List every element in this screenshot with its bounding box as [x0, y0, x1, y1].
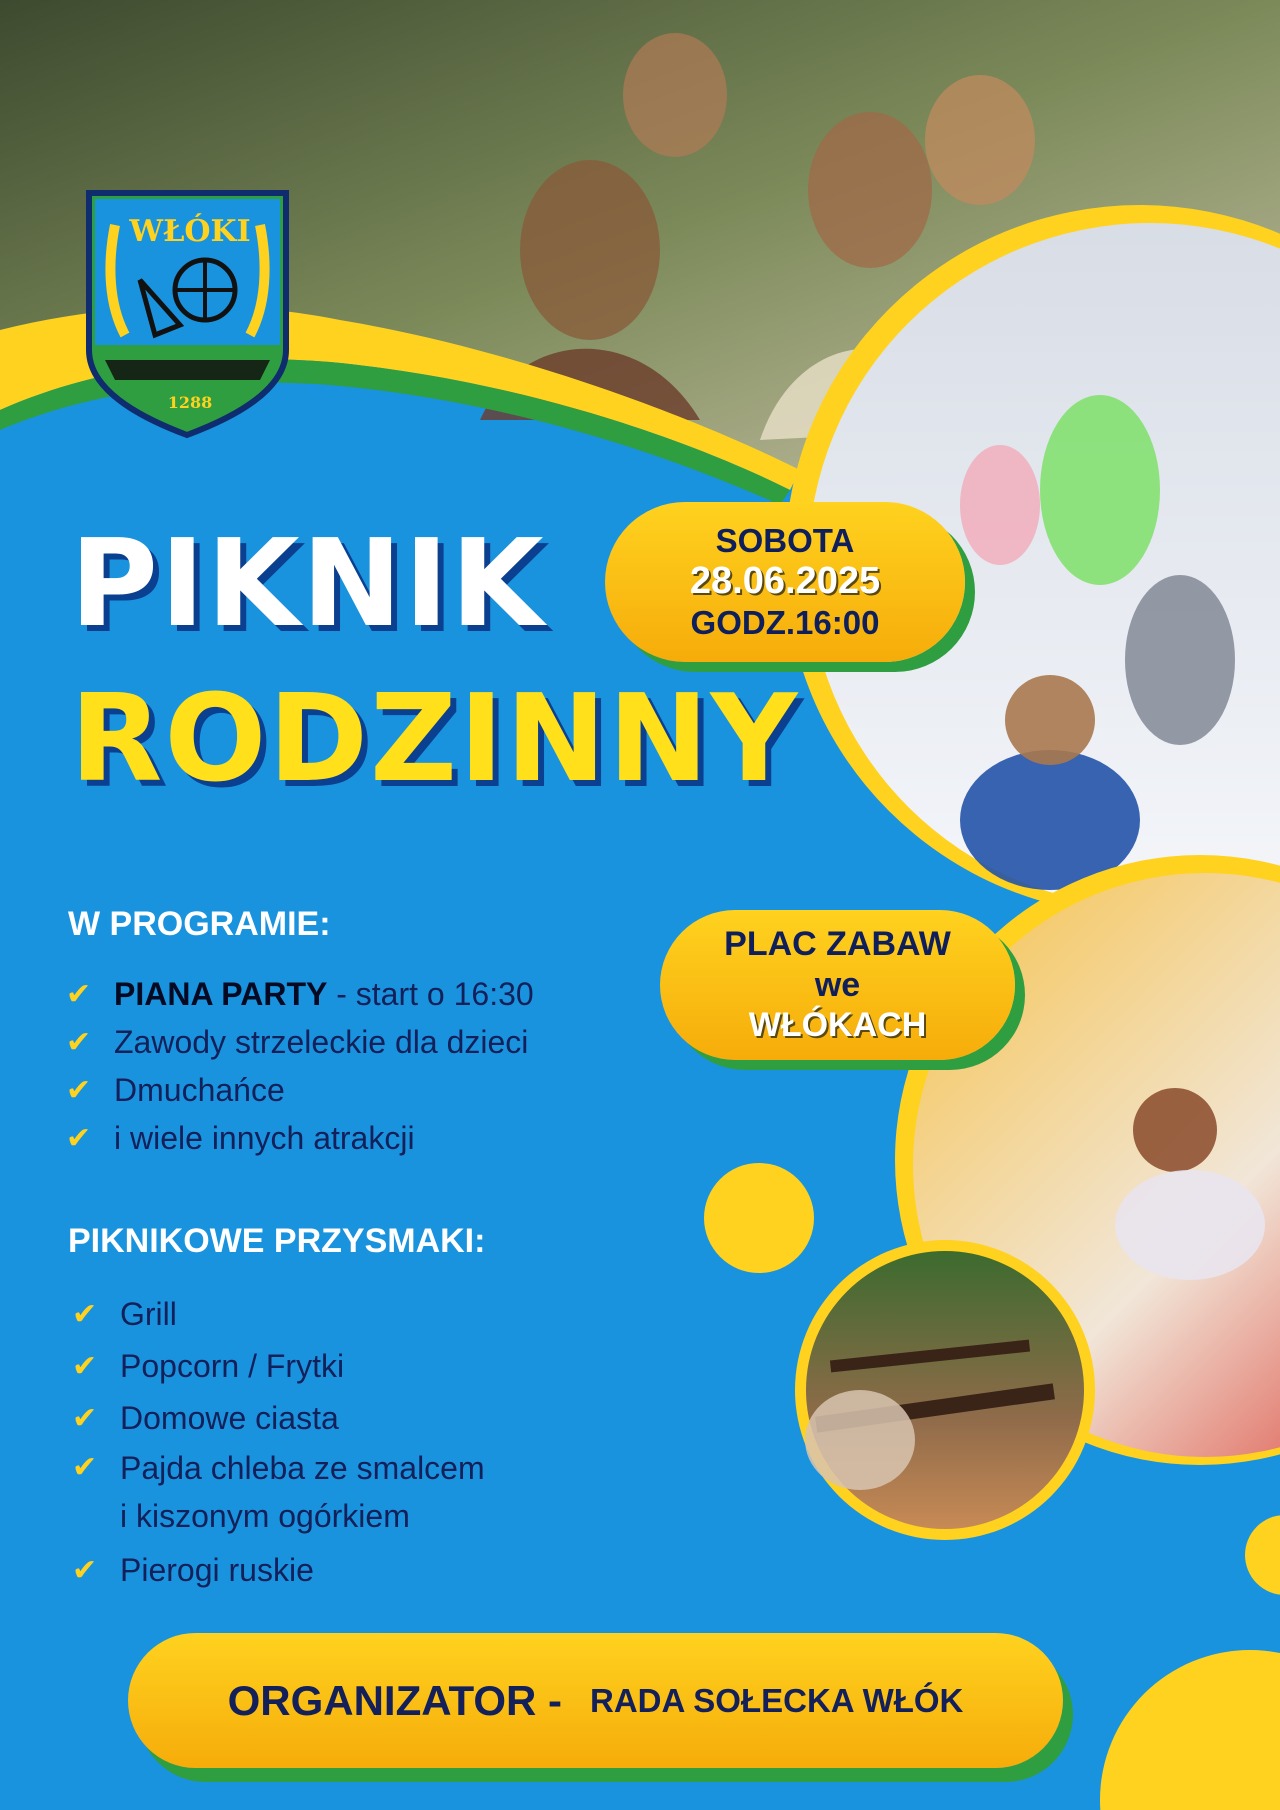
- organizer-label: ORGANIZATOR -: [227, 1676, 563, 1724]
- food-item-text: Domowe ciasta: [120, 1399, 339, 1436]
- program-item-text: i wiele innych atrakcji: [114, 1119, 415, 1156]
- food-heading: PIKNIKOWE PRZYSMAKI:: [68, 1222, 486, 1260]
- food-item-text: Pierogi ruskie: [120, 1551, 314, 1588]
- date-badge: [605, 502, 965, 662]
- crest-year: 1288: [167, 393, 213, 412]
- list-item: [72, 1340, 485, 1392]
- program-list: [66, 970, 534, 1162]
- crest-name: WŁÓKI: [129, 214, 251, 249]
- check-icon: ✔: [72, 1401, 98, 1435]
- list-item: [72, 1544, 485, 1596]
- place-badge: [660, 910, 1015, 1060]
- check-icon: ✔: [66, 1025, 92, 1059]
- check-icon: ✔: [72, 1297, 98, 1331]
- organizer-name: RADA SOŁECKA WŁÓK: [590, 1681, 964, 1719]
- place-badge-line-1: PLAC ZABAW: [724, 924, 951, 963]
- program-item-text: Zawody strzeleckie dla dzieci: [114, 1023, 529, 1060]
- title-line-2: RODZINNY: [70, 670, 800, 809]
- date-badge-day: SOBOTA: [715, 522, 855, 560]
- place-badge-line-3: WŁÓKACH: [748, 1006, 927, 1045]
- list-item: [72, 1288, 485, 1340]
- date-badge-date: 28.06.2025: [689, 560, 881, 603]
- list-item: [66, 1066, 534, 1114]
- list-item: [72, 1392, 485, 1444]
- food-item-text: Popcorn / Frytki: [120, 1347, 345, 1384]
- food-list: [72, 1288, 485, 1596]
- food-item-line-2: i kiszonym ogórkiem: [120, 1498, 410, 1534]
- list-item: [66, 1114, 534, 1162]
- food-item-line-1: Pajda chleba ze smalcem: [120, 1450, 485, 1486]
- list-item: [66, 1018, 534, 1066]
- check-icon: ✔: [66, 977, 92, 1011]
- program-item-text: Dmuchańce: [114, 1071, 285, 1108]
- check-icon: ✔: [72, 1451, 98, 1484]
- list-item: [66, 970, 534, 1018]
- check-icon: ✔: [72, 1553, 98, 1587]
- check-icon: ✔: [72, 1349, 98, 1383]
- food-item-text: [120, 1444, 485, 1540]
- program-heading: W PROGRAMIE:: [68, 905, 331, 943]
- program-item-bold: PIANA PARTY: [114, 975, 328, 1012]
- place-badge-line-2: we: [814, 965, 861, 1004]
- program-item-text: - start o 16:30: [327, 975, 534, 1012]
- list-item: [72, 1444, 485, 1544]
- title-line-1: PIKNIK: [70, 515, 546, 654]
- check-icon: ✔: [66, 1121, 92, 1155]
- check-icon: ✔: [66, 1073, 92, 1107]
- food-item-text: Grill: [120, 1295, 177, 1332]
- date-badge-time: GODZ.16:00: [690, 603, 880, 641]
- organizer-banner: [128, 1633, 1063, 1768]
